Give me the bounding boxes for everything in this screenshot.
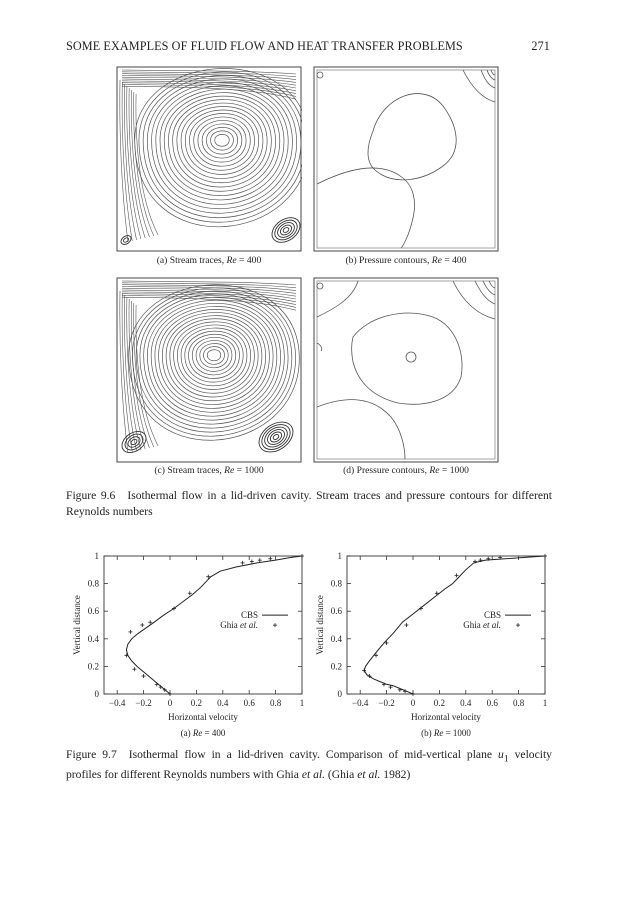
stream-line <box>207 350 220 361</box>
figure-9-7-text-2: velocity profiles for different Reynolds numbers with Ghia <box>66 748 552 782</box>
stream-secondary-loop <box>279 223 294 237</box>
velocity-chart-re1000 <box>313 548 558 743</box>
x-tick-label: −0.2 <box>378 698 395 708</box>
ghia-data-point <box>411 692 415 696</box>
y-tick-label: 0.4 <box>87 633 99 644</box>
figure-9-7-caption <box>66 747 552 783</box>
y-axis-label: Vertical distance <box>315 595 325 655</box>
figure-9-7-sub: 1 <box>503 753 509 765</box>
legend-ghia-label: Ghia et al. <box>463 620 501 631</box>
pressure-contours-re1000 <box>313 277 499 463</box>
stream-traces-re400-plot <box>116 66 302 252</box>
stream-main-vortex <box>135 68 302 226</box>
figure-9-7-text-3: (Ghia <box>325 768 358 782</box>
legend-cbs-label: CBS <box>240 610 258 621</box>
y-tick-label: 0.4 <box>330 633 342 644</box>
pressure-contour-center <box>368 94 456 180</box>
velocity-chart-re400 <box>70 548 315 743</box>
stream-line <box>185 110 258 174</box>
figure-9-7-text-4: 1982) <box>380 768 411 782</box>
subcaption-c-value: = 1000 <box>234 465 264 476</box>
subcaption-c-text: (c) Stream traces, <box>154 465 225 476</box>
stream-line <box>196 340 232 371</box>
y-tick-label: 0 <box>94 689 99 699</box>
subcaption-a <box>116 255 302 266</box>
stream-top-line <box>122 295 296 307</box>
ghia-data-point <box>250 560 254 564</box>
pressure-contour-corner-tl <box>317 72 323 78</box>
stream-wall-line <box>134 303 154 447</box>
chart-title: (a) Re = 400 <box>180 728 226 738</box>
stream-line <box>156 86 288 205</box>
figure-9-7-label: Figure 9.7 <box>66 748 117 761</box>
stream-wall-line <box>134 92 154 236</box>
ghia-data-point <box>241 561 245 565</box>
y-tick-label: 0.8 <box>330 578 342 589</box>
stream-line <box>155 306 273 412</box>
stream-line <box>198 120 246 162</box>
plot-frame <box>347 556 545 694</box>
x-tick-label: 0.8 <box>269 698 282 708</box>
y-tick-label: 0.6 <box>330 606 342 617</box>
ghia-data-point <box>188 591 192 595</box>
x-tick-label: −0.2 <box>135 698 152 708</box>
plot-frame <box>104 556 302 694</box>
stream-line <box>129 285 300 440</box>
stream-traces-re400 <box>116 66 302 252</box>
figure-9-7-etal-1: et al. <box>301 768 325 782</box>
subcaption-a-text: (a) Stream traces, <box>156 255 227 266</box>
subcaption-d <box>313 465 499 476</box>
stream-wall-line <box>124 295 136 451</box>
legend-cbs-label: CBS <box>483 610 501 621</box>
pressure-contour-left-1000 <box>317 343 322 351</box>
stream-secondary-loop <box>118 427 150 457</box>
subcaption-b-value: = 400 <box>441 255 467 266</box>
x-tick-label: 0.2 <box>433 698 446 708</box>
stream-secondary-loop <box>282 227 289 234</box>
pressure-contours-re400 <box>313 66 499 252</box>
pressure-contours-re400-plot <box>313 66 499 252</box>
x-tick-label: 1 <box>542 698 548 708</box>
stream-secondary-loop <box>126 435 142 450</box>
pressure-contour-top-right <box>463 70 495 102</box>
pressure-contour-corner-1000-4 <box>489 281 495 288</box>
stream-line <box>168 96 275 191</box>
figure-9-7-etal-2: et al. <box>357 768 381 782</box>
stream-traces-re1000 <box>116 277 302 463</box>
stream-line <box>192 337 235 375</box>
figure-9-7-var: u <box>498 748 504 761</box>
ghia-data-point <box>128 630 132 634</box>
stream-line <box>135 68 302 226</box>
x-tick-label: 1 <box>299 698 305 708</box>
subcaption-b <box>313 255 499 266</box>
page-number: 271 <box>531 39 550 53</box>
stream-secondary-loop <box>268 430 283 444</box>
y-tick-label: 0.6 <box>87 606 99 617</box>
stream-traces-re1000-plot <box>116 277 302 463</box>
ghia-data-point <box>543 554 547 558</box>
stream-line <box>211 131 234 150</box>
y-axis-label: Vertical distance <box>72 595 82 655</box>
y-tick-label: 0 <box>337 689 342 699</box>
subcaption-b-text: (b) Pressure contours, <box>345 255 432 266</box>
velocity-chart-re400-svg <box>70 548 315 738</box>
y-tick-label: 0.2 <box>330 661 342 672</box>
stream-line <box>202 124 242 158</box>
stream-line <box>204 347 225 365</box>
ghia-data-point <box>455 573 459 577</box>
ghia-data-point <box>398 688 402 692</box>
stream-line <box>160 89 284 200</box>
stream-line <box>215 134 229 146</box>
pressure-contours-re1000-plot <box>313 277 499 463</box>
x-tick-label: 0.6 <box>243 698 255 708</box>
ghia-data-point <box>300 554 304 558</box>
stream-line <box>132 288 295 436</box>
x-tick-label: −0.4 <box>109 698 126 708</box>
stream-secondary-vortex-bl-1000 <box>118 427 150 457</box>
subcaption-c <box>116 465 302 476</box>
header-title: SOME EXAMPLES OF FLUID FLOW AND HEAT TRANSFER PROBLEMS <box>66 39 463 53</box>
subcaption-d-value: = 1000 <box>439 465 469 476</box>
x-axis-label: Horizontal velocity <box>411 712 481 722</box>
stream-line <box>162 313 265 405</box>
x-tick-label: −0.4 <box>352 698 369 708</box>
pressure-contour-corner-tl-1000 <box>317 283 323 289</box>
ghia-data-point <box>155 682 159 686</box>
pressure-contour-lower-1000 <box>317 400 405 459</box>
stream-line <box>181 107 263 179</box>
ghia-data-point <box>140 623 144 627</box>
stream-line <box>181 328 247 386</box>
figure-9-6-label: Figure 9.6 <box>66 489 116 502</box>
stream-line <box>166 316 262 401</box>
stream-secondary-loop <box>271 216 301 244</box>
ghia-data-point <box>132 667 136 671</box>
x-tick-label: 0.4 <box>217 698 229 708</box>
y-tick-label: 1 <box>337 551 342 561</box>
ghia-data-point <box>268 557 272 561</box>
pressure-contour-core-1000 <box>406 352 416 362</box>
stream-secondary-loop <box>261 423 291 451</box>
stream-line <box>177 103 267 183</box>
subcaption-b-re: Re <box>431 255 442 266</box>
subcaption-a-re: Re <box>226 255 237 266</box>
stream-secondary-vortex-bl <box>119 234 132 246</box>
figure-9-6-caption <box>66 488 552 520</box>
x-tick-label: 0 <box>410 698 416 708</box>
x-tick-label: 0.6 <box>486 698 498 708</box>
figure-9-7-text-1: Isothermal flow in a lid-driven cavity. Comparison of mid-vertical plane <box>128 748 499 761</box>
stream-line <box>159 309 270 408</box>
legend-ghia-label: Ghia et al. <box>220 620 258 631</box>
figure-9-6-caption-text: Isothermal flow in a lid-driven cavity. Stream traces and pressure contours for different Reynolds numbers <box>66 489 552 518</box>
ghia-data-point <box>404 623 408 627</box>
stream-wall-line <box>131 90 149 237</box>
stream-wall-line <box>124 84 136 240</box>
x-tick-label: 0.4 <box>460 698 472 708</box>
stream-line <box>190 113 255 170</box>
pressure-contour-corner-1000-3 <box>483 281 495 295</box>
subcaption-d-text: (d) Pressure contours, <box>343 465 430 476</box>
x-tick-label: 0.2 <box>190 698 203 708</box>
y-tick-label: 1 <box>94 551 99 561</box>
chart-title: (b) Re = 1000 <box>421 728 471 738</box>
subcaption-c-re: Re <box>224 465 235 476</box>
x-tick-label: 0 <box>167 698 173 708</box>
x-tick-label: 0.8 <box>512 698 525 708</box>
stream-line <box>174 322 255 393</box>
pressure-contour-corner-4 <box>491 70 495 75</box>
stream-secondary-vortex-br <box>267 213 302 248</box>
stream-line <box>170 319 258 397</box>
stream-secondary-loop <box>272 433 280 440</box>
y-tick-label: 0.2 <box>87 661 99 672</box>
velocity-chart-re1000-svg <box>313 548 558 738</box>
stream-main-vortex-1000 <box>129 285 300 440</box>
stream-line <box>185 331 243 382</box>
stream-secondary-loop <box>123 237 130 243</box>
stream-line <box>173 100 272 187</box>
running-header <box>66 39 550 57</box>
subcaption-d-re: Re <box>429 465 440 476</box>
pressure-contour-center-1000 <box>352 313 463 404</box>
ghia-data-point <box>142 674 146 678</box>
subcaption-a-value: = 400 <box>236 255 262 266</box>
legend-ghia-marker <box>273 623 277 627</box>
stream-secondary-loop <box>119 234 132 246</box>
legend-ghia-marker <box>516 623 520 627</box>
x-axis-label: Horizontal velocity <box>168 712 238 722</box>
y-tick-label: 0.8 <box>87 578 99 589</box>
ghia-data-point <box>258 558 262 562</box>
stream-wall-line <box>131 301 149 448</box>
